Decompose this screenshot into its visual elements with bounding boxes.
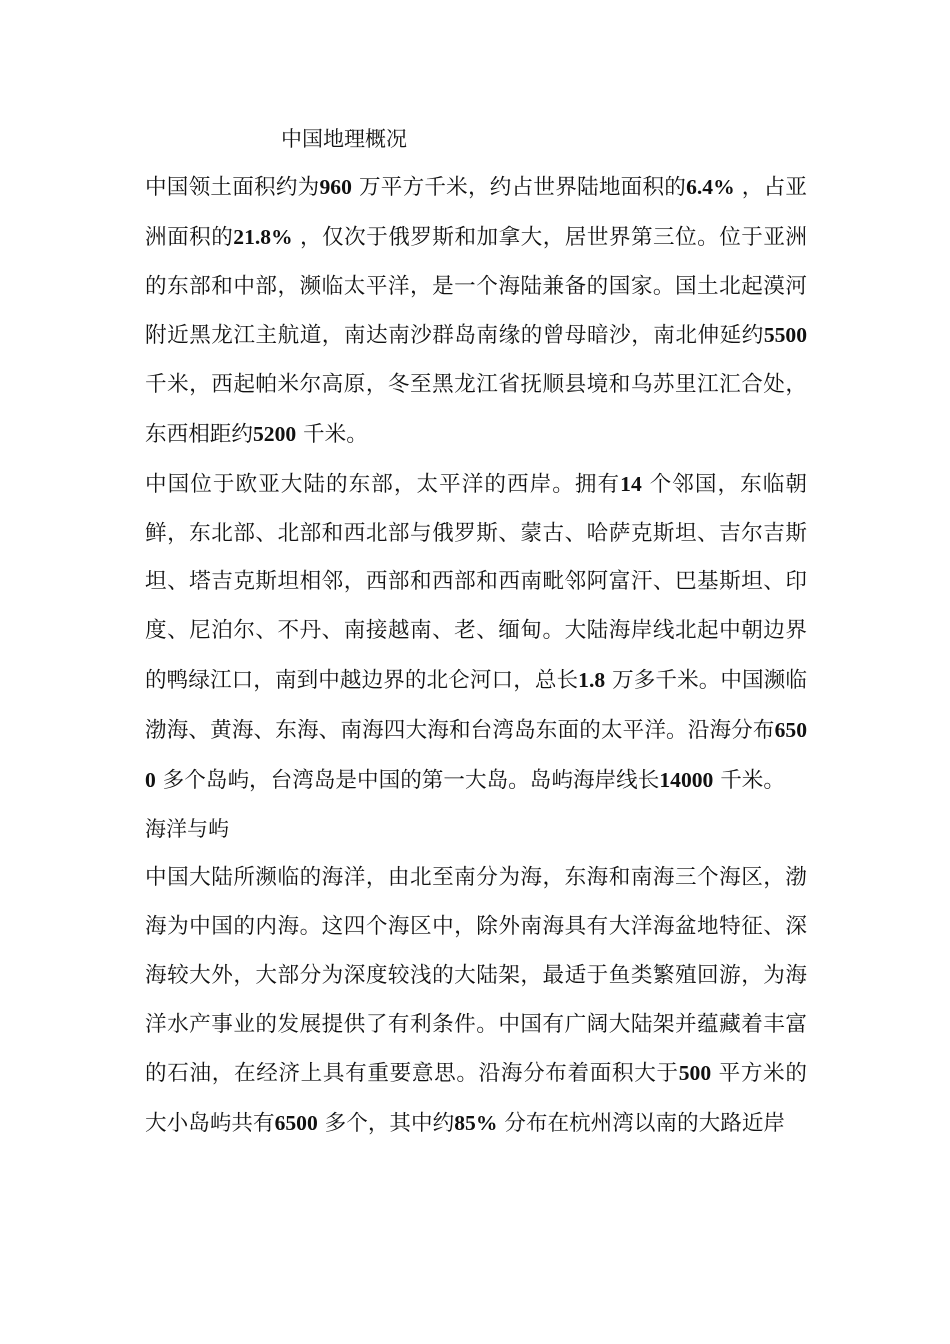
bold-figure: 6500 [145, 717, 807, 792]
text-run: 万多千米。中国濒临渤海、黄海、东海、南海四大海和台湾岛东面的太平洋。沿海分布 [145, 667, 807, 743]
bold-figure: 85% [454, 1111, 498, 1136]
text-run: ，占亚洲面积的 [145, 175, 807, 250]
bold-figure: 1.8 [578, 667, 606, 692]
bold-figure: 500 [678, 1061, 712, 1086]
text-run: 平方米的大小岛屿共有 [145, 1061, 807, 1137]
text-run: 分布在杭州湾以南的大路近岸 [504, 1111, 786, 1137]
body-paragraph [145, 163, 807, 460]
bold-figure: 6.4% [686, 175, 735, 199]
text-run: 万平方千米，约占世界陆地面积的 [358, 175, 687, 200]
text-run: 多个，其中约 [324, 1111, 455, 1137]
text-run: 中国大陆所濒临的海洋，由北至南分为海，东海和南海三个海区，渤海为中国的内海。这四个海区中，除外南海具有大洋海盆地特征、深海较大外，大部分为深度较浅的大陆架，最适于鱼类繁殖回游，为海洋水产事业的发展提供了有利条件。中国有广阔大陆架并蕴藏着丰富的石油，在经济上具有重要意思。沿海分布着面积大于 [145, 865, 807, 1087]
text-run: 中国领土面积约为 [145, 175, 320, 200]
bold-figure: 14 [620, 471, 642, 496]
document-title: 中国地理概况 [281, 127, 407, 151]
text-run: 千米。 [720, 767, 785, 793]
bold-figure: 14000 [659, 767, 714, 792]
bold-figure: 960 [319, 175, 352, 199]
bold-figure: 21.8% [233, 224, 293, 249]
bold-figure: 6500 [274, 1111, 318, 1136]
text-run: 多个岛屿，台湾岛是中国的第一大岛。岛屿海岸线长 [162, 767, 660, 793]
text-run: ，仅次于俄罗斯和加拿大，居世界第三位。位于亚洲的东部和中部，濒临太平洋，是一个海陆兼备的国家。国土北起漠河附近黑龙江主航道，南达南沙群岛南缘的曾母暗沙，南北伸延约 [145, 224, 807, 349]
body-paragraph [145, 854, 807, 1149]
bold-figure: 5500 [763, 323, 807, 348]
body-paragraph [145, 460, 807, 806]
text-run: 千米。 [303, 421, 368, 447]
document-body [145, 163, 807, 1149]
section-heading [145, 805, 807, 854]
text-run: 中国位于欧亚大陆的东部，太平洋的西岸。拥有 [145, 471, 621, 497]
text-run: 海洋与屿 [145, 817, 229, 842]
bold-figure: 5200 [252, 421, 297, 446]
text-run: 个邻国，东临朝鲜，东北部、北部和西北部与俄罗斯、蒙古、哈萨克斯坦、吉尔吉斯坦、塔吉克斯坦相邻，西部和西部和西南毗邻阿富汗、巴基斯坦、印度、尼泊尔、不丹、南接越南、老、缅甸。大陆海岸线北起中朝边界的鸭绿江口，南到中越边界的北仑河口，总长 [145, 471, 807, 693]
text-run: 千米，西起帕米尔高原，冬至黑龙江省抚顺县境和乌苏里江汇合处，东西相距约 [145, 372, 807, 447]
document-page [145, 115, 807, 1149]
